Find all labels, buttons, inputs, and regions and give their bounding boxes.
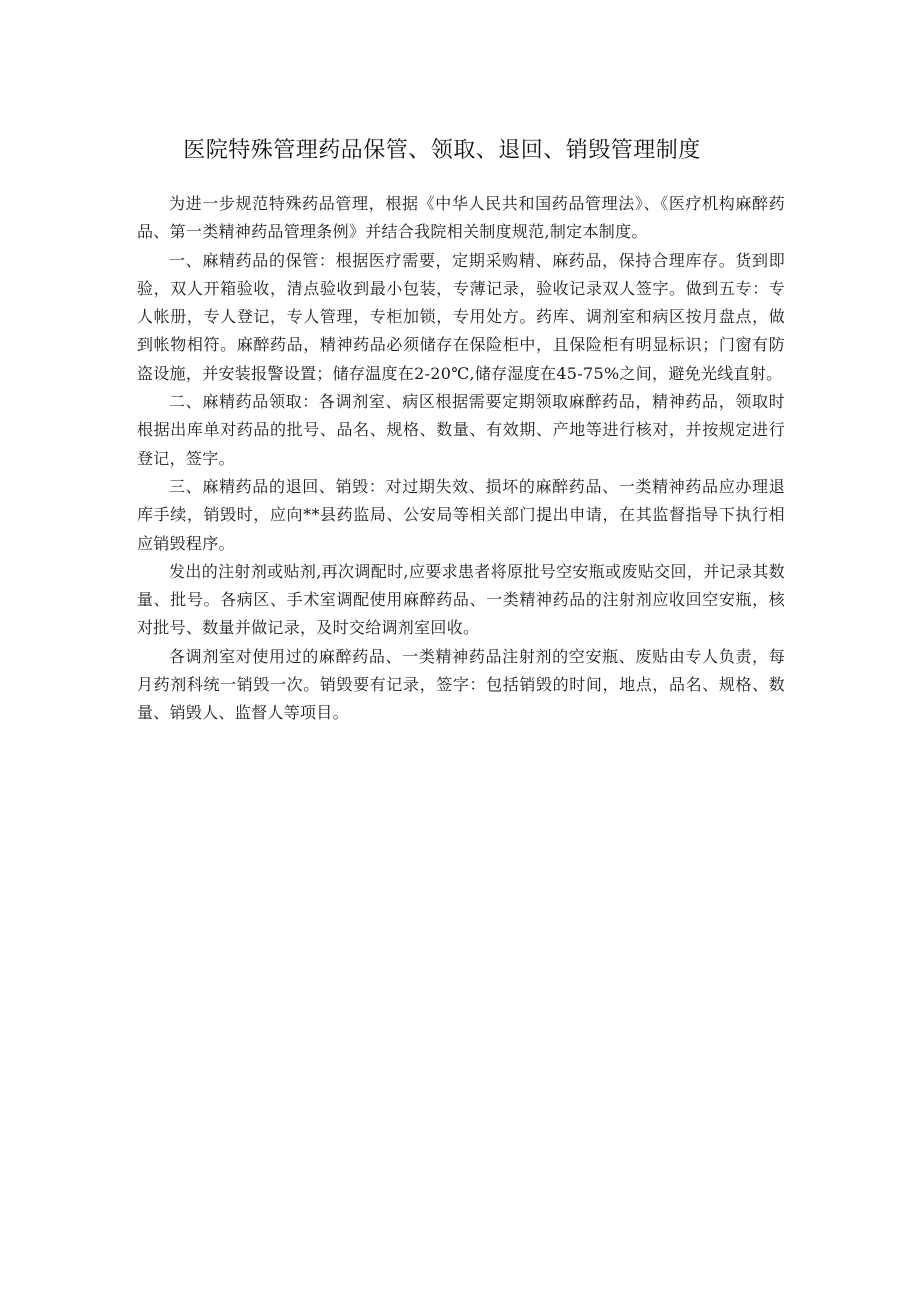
intro-paragraph: 为进一步规范特殊药品管理，根据《中华人民共和国药品管理法》、《医疗机构麻醉药品、第一类精神药品管理条例》并结合我院相关制度规范,制定本制度。 — [137, 194, 785, 242]
collection-paragraph: 二、麻精药品领取：各调剂室、病区根据需要定期领取麻醉药品，精神药品，领取时根据出库单对药品的批号、品名、规格、数量、有效期、产地等进行核对，并按规定进行登记，签字。 — [137, 392, 785, 468]
monthly-destruction-paragraph: 各调剂室对使用过的麻醉药品、一类精神药品注射剂的空安瓶、废贴由专人负责，每月药剂科统一销毁一次。销毁要有记录，签字：包括销毁的时间，地点，品名、规格、数量、销毁人、监督人等项目。 — [137, 646, 785, 723]
storage-paragraph: 一、麻精药品的保管：根据医疗需要，定期采购精、麻药品，保持合理库存。货到即验，双人开箱验收，清点验收到最小包装，专薄记录，验收记录双人签字。做到五专：专人帐册，专人登记，专人管理，专柜加锁，专用处方。药库、调剂室和病区按月盘点，做到帐物相符。麻醉药品，精神药品必须储存在保险柜中，且保险柜有明显标识；门窗有防盗设施，并安装报警设置；储存温度在2-20℃,储存湿度在45-75%之间，避免光线直射。 — [137, 250, 785, 383]
document-body — [137, 190, 785, 728]
document-title: 医院特殊管理药品保管、领取、退回、销毁管理制度 — [183, 138, 701, 163]
dispensing-paragraph: 发出的注射剂或贴剂,再次调配时,应要求患者将原批号空安瓶或废贴交回，并记录其数量、批号。各病区、手术室调配使用麻醉药品、一类精神药品的注射剂应收回空安瓶，核对批号、数量并做记录，及时交给调剂室回收。 — [137, 561, 785, 638]
return-destroy-paragraph: 三、麻精药品的退回、销毁：对过期失效、损坏的麻醉药品、一类精神药品应办理退库手续，销毁时，应向**县药监局、公安局等相关部门提出申请，在其监督指导下执行相应销毁程序。 — [137, 476, 785, 553]
